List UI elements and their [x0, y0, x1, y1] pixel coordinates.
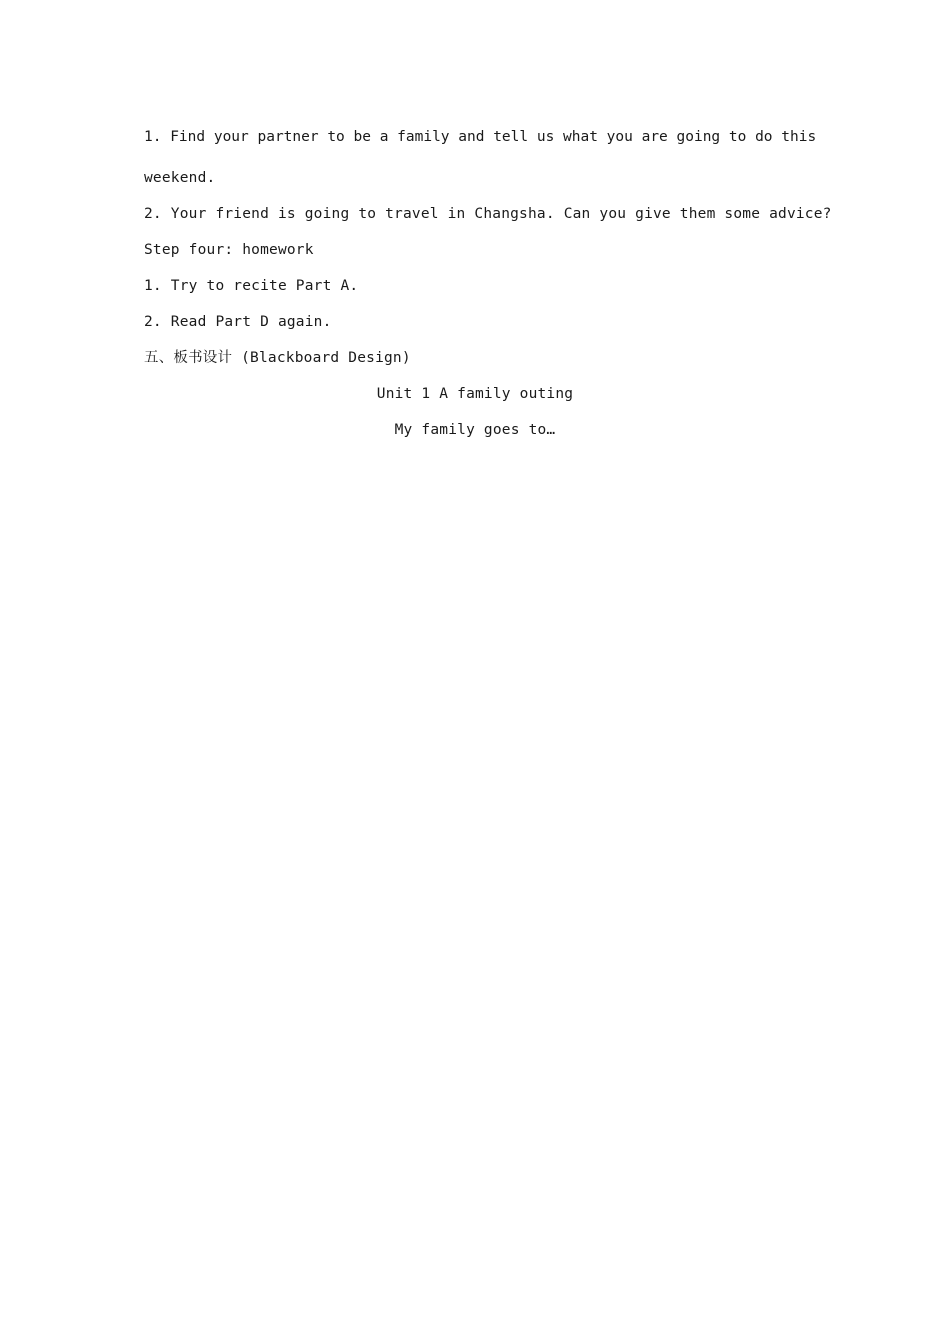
- step-heading-homework: Step four: homework: [144, 242, 314, 258]
- activity-item-1-continued: weekend.: [144, 170, 216, 186]
- homework-item-1: 1. Try to recite Part A.: [144, 278, 359, 294]
- board-subtitle: My family goes to…: [394, 422, 556, 438]
- activity-item-1: 1. Find your partner to be a family and tell us what you are going to do this: [144, 129, 817, 145]
- section-heading-blackboard-design: 五、板书设计 (Blackboard Design): [144, 350, 411, 366]
- activity-item-2: 2. Your friend is going to travel in Changsha. Can you give them some advice?: [144, 206, 832, 222]
- homework-item-2: 2. Read Part D again.: [144, 314, 332, 330]
- board-title: Unit 1 A family outing: [376, 386, 574, 402]
